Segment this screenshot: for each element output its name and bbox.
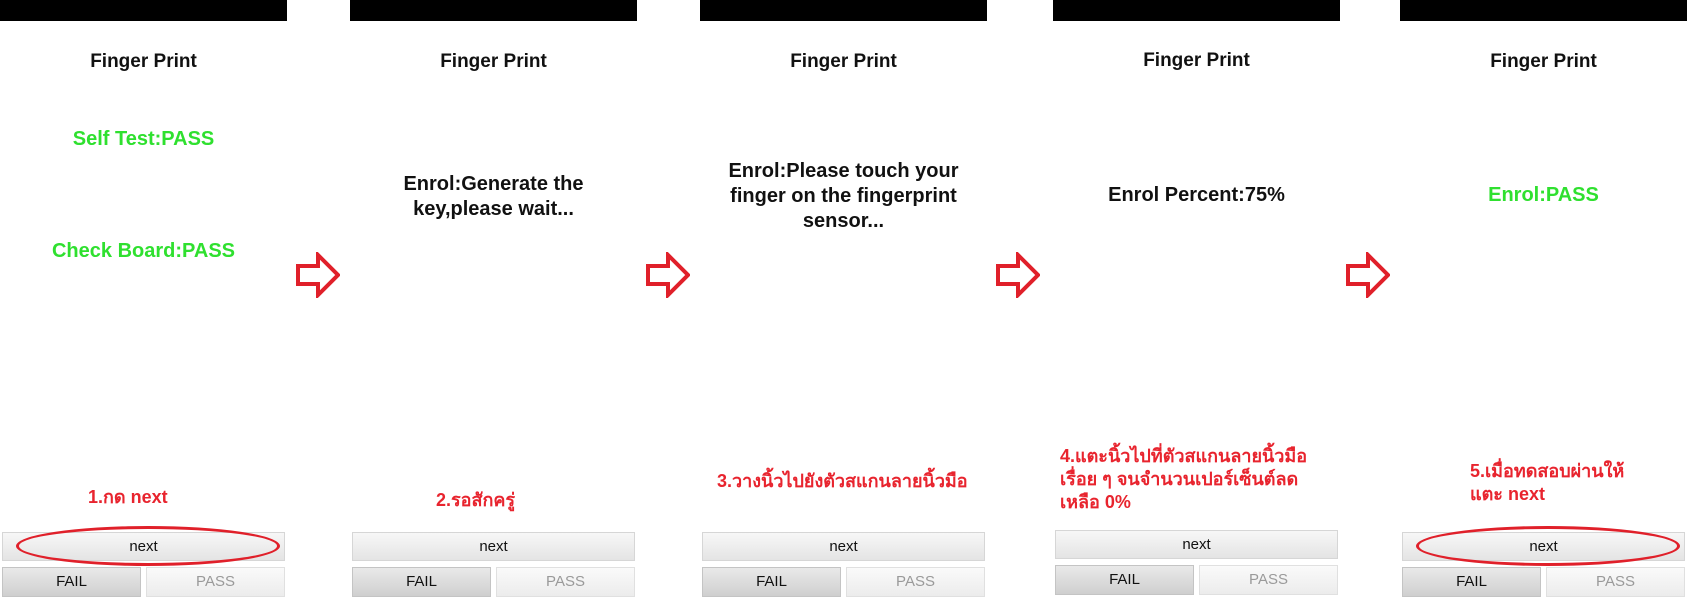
enrol-status: Enrol:Generate the key,please wait... <box>403 173 584 220</box>
status-bar <box>1400 0 1687 21</box>
page-title: Finger Print <box>90 51 197 72</box>
fail-button[interactable]: FAIL <box>2 567 141 597</box>
next-button[interactable]: next <box>702 532 985 561</box>
fail-button[interactable]: FAIL <box>702 567 841 597</box>
pass-button[interactable]: PASS <box>146 567 285 597</box>
pass-button[interactable]: PASS <box>846 567 985 597</box>
screen-5 <box>1400 0 1687 608</box>
next-button[interactable]: next <box>1402 532 1685 561</box>
enrol-pass-status: Enrol:PASS <box>1488 184 1599 206</box>
status-bar <box>1053 0 1340 21</box>
page-title: Finger Print <box>440 51 547 72</box>
right-arrow-icon <box>296 252 340 298</box>
fail-button[interactable]: FAIL <box>352 567 491 597</box>
fail-button[interactable]: FAIL <box>1402 567 1541 597</box>
check-board-status: Check Board:PASS <box>51 240 235 262</box>
highlight-circle <box>1416 526 1680 566</box>
right-arrow-icon <box>996 252 1040 298</box>
pass-button[interactable]: PASS <box>496 567 635 597</box>
next-button[interactable]: next <box>1055 530 1338 559</box>
next-button[interactable]: next <box>352 532 635 561</box>
step-annotation: 5.เมื่อทดสอบผ่านให้แตะ next <box>1470 461 1625 504</box>
next-button[interactable]: next <box>2 532 285 561</box>
step-annotation: 2.รอสักครู่ <box>436 490 516 510</box>
page-title: Finger Print <box>1143 50 1250 71</box>
enrol-status: Enrol:Please touch your finger on the fingerprint sensor... <box>728 160 959 232</box>
pass-button[interactable]: PASS <box>1199 565 1338 595</box>
screen-3 <box>700 0 987 608</box>
enrol-percent: Enrol Percent:75% <box>1108 184 1285 206</box>
fail-button[interactable]: FAIL <box>1055 565 1194 595</box>
status-bar <box>700 0 987 21</box>
page-title: Finger Print <box>1490 51 1597 72</box>
pass-button[interactable]: PASS <box>1546 567 1685 597</box>
step-annotation: 3.วางนิ้วไปยังตัวสแกนลายนิ้วมือ <box>717 471 968 491</box>
step-annotation: 1.กด next <box>88 487 168 507</box>
screen-1 <box>0 0 287 608</box>
right-arrow-icon <box>646 252 690 298</box>
self-test-status: Self Test:PASS <box>72 128 215 150</box>
right-arrow-icon <box>1346 252 1390 298</box>
screen-4 <box>1053 0 1340 608</box>
status-bar <box>0 0 287 21</box>
screen-2 <box>350 0 637 608</box>
status-bar <box>350 0 637 21</box>
step-annotation: 4.แตะนิ้วไปที่ตัวสแกนลายนิ้วมือเรื่อย ๆ จนจำนวนเปอร์เซ็นต์ลดเหลือ 0% <box>1060 446 1308 512</box>
page-title: Finger Print <box>790 51 897 72</box>
highlight-circle <box>16 526 280 566</box>
